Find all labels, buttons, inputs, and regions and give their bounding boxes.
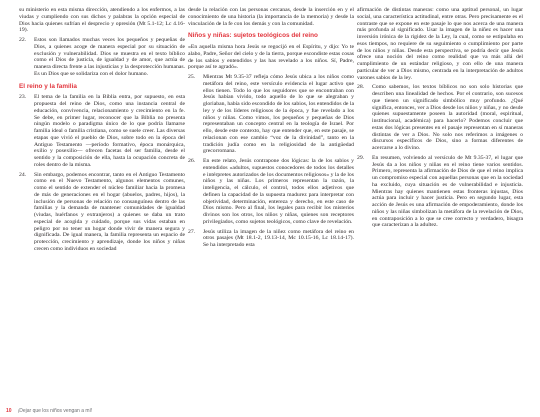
section-heading-reino-familia: El reino y la familia xyxy=(19,82,77,90)
paragraph-number: 27. xyxy=(188,228,196,235)
paragraph-text: Mientras Mt 9.35-37 refleja cómo Jesús ubica a los niños como metáfora del reino, este versículo evidencia el lugar activo que ellos tienen. Todo lo que los seguidores que se encontraban con Jesús habían vivido, todo aquello de lo que se alegraban y gloriaban, había sido escondido de los sabios, los entendidos de la ley y de los líderes religiosos de la época, y fue revelado a los niños y niñas. Como vimos, los pequeños y pequeñas de Dios representaban un concepto central en la teología de Israel. Por ello, desde este contexto, hay que entender que, en este pasaje, se relacionan con ese cambio “voz de la divinidad”, tanto en la tradición judía como en la religiosidad de la antigüedad grecorromana. xyxy=(203,74,354,155)
paragraph-28 xyxy=(357,84,523,152)
paragraph-text: En este relato, Jesús contrapone dos lógicas: la de los sabios y entendidos «adultos, supuestos conocedores de todos los detalles e intérpretes autorizados de los documentos religiosos» y la de los niños y las niñas. Los primeros representan la razón, la inteligencia, el cálculo, el control, todos ellos adjetivos que definen la capacidad de la supuesta madurez para interpretar con objetividad, determinación, entereza y derecho, en este caso de Dios mismo. Pero al final, los legales para recibir los misterios divinos son los otros, los niños y niñas, quienes son receptores privilegiados, como sujetos teológicos, como clave de revelación. xyxy=(203,158,354,225)
paragraph-25 xyxy=(188,74,354,155)
paragraph-24 xyxy=(19,172,185,253)
paragraph-text: Como sabemos, los textos bíblicos no son solo historias que describen una linealidad de hechos. Por el contrario, son sucesos que tienen un significado simbólico muy profundo. ¿Qué significa, entonces, ver a Dios desde los niños y niñas, y no desde quienes supuestamente poseen la autoridad (moral, espiritual, institucional, académica) para hacerlo? Podemos concluir que estas dos lógicas presentes en el pasaje representan en sí maneras distintas de ver a Dios. No solo nos referimos a imágenes o discursos específicos de Dios, sino a formas diferentes de acercarse a lo divino. xyxy=(372,84,523,151)
paragraph-22 xyxy=(19,37,185,78)
paragraph-26 xyxy=(188,158,354,226)
paragraph-27 xyxy=(188,229,354,249)
paragraph-text: Sin embargo, podemos encontrar, tanto en el Antiguo Testamento como en el Nuevo Testamento, algunos elementos comunes, como el sentido de extender el núcleo familiar hacia la promesa de más de generaciones en el hogar (abuelos, padres, hijos), la inclusión de personas de relación no consanguínea dentro de las familias y la demanda de mantener comunidades de igualdad (viudas, huérfanos y extranjeros) a quienes se daba un trato especial de acogida y cuidado, porque sus vidas estaban en peligro por no tener un hogar donde vivir de manera segura y dignificada. De igual manera, la familia representa un espacio de protección, crecimiento y aprendizaje, donde los niños y niñas crecen como individuos en sociedad xyxy=(34,171,185,252)
paragraph-number: 29. xyxy=(357,154,365,161)
column-middle xyxy=(188,7,354,252)
paragraph-text: En resumen, volviendo al versículo de Mt 9.35-37, el lugar que Jesús da a los niños y niñas en el reino tiene varios sentidos. Primero, representa la afirmación de Dios de que el reino implica un compromiso especial con aquellas personas que en la sociedad ha excluido, cuya situación es de vulnerabilidad e injusticia. Mientras hay quienes mantienen estas fronteras injustas, Dios actúa para incluir y hacer justicia. Pero en segundo lugar, esta acción de Jesús es una afirmación de empoderamiento, donde los niños y las niñas simbolizan la metáfora de la revelación de Dios, en contraposición a lo que se cree correcto y verdadero, bisagra que caracterizan a la adultez. xyxy=(372,154,523,229)
column-left xyxy=(19,7,185,256)
paragraph-29 xyxy=(357,155,523,229)
paragraph-27-continued: afirmación de distintas maneras: como una aptitud personal, un lugar social, una característica actitudinal, entre otras. Pero precisamente es el contraste que se expone en este pasaje lo que nos acerca de una manera más profunda al significado. Usar la imagen de la niñez es hacer una inversión irónica de la rigidez de la Ley, la cual, como se estipulaba en esos tiempos, no requiere de su seguimiento o cumplimiento por parte de los niños y niñas. Desde esta perspectiva, se podría decir que Jesús ofrece una noción del reino como realidad que va más allá del cumplimiento de un estándar religioso, y con ello de una manera particular de ver a Dios mismo, centrada en la interpretación de adultos varones sabios de la ley. xyxy=(357,7,523,81)
paragraph-number: 25. xyxy=(188,74,196,80)
paragraph-24-continued: desde la relación con las personas cercanas, desde la inserción en y el conocimiento de una historia (la importancia de la memoria) y desde la vinculación de la fe con los demás y con la comunidad. xyxy=(188,7,354,27)
paragraph-text: Estos son llamados muchas veces los pequeños y pequeñas de Dios, a quienes acoge de manera especial por su situación de exclusión y vulnerabilidad. Dios se muestra en el texto bíblico como el Dios de justicia, de igualdad y de amor, que actúa de manera directa frente a las injusticias y la desprotección humanas. Es un Dios que se solidariza con el dolor humano. xyxy=(34,37,185,77)
paragraph-text: Jesús utiliza la imagen de la niñez como metáfora del reino en otros pasajes (Mt 18.1-2, 19.13-14, Mc 10.15-16, Lc 18.14-17). Se ha interpretado esta xyxy=(203,228,354,248)
book-title: ¡Dejar que los niños vengan a mí! xyxy=(17,408,93,414)
section-heading-sujetos-teologicos: Niños y niñas: sujetos teológicos del reino xyxy=(188,32,318,40)
paragraph-number: 23. xyxy=(19,94,27,101)
paragraph-number: 28. xyxy=(357,84,365,91)
page-footer xyxy=(6,408,92,414)
paragraph-text: El tema de la familia en la Biblia entra, por supuesto, en esta propuesta del reino de Dios, como una instancia central de educación, convivencia, relacionamiento y crecimiento en la fe. Se debe, en primer lugar, reconocer que la Biblia no presenta ningún modelo o paradigma único de lo que podría llamarse familia ideal o familia cristiana, como se suele creer. Las diversas etapas que vivió el pueblo de Dios, sobre todo en la época del Antiguo Testamento —período formativo, época monárquica, exilio y posexilio— ofrecen facetas del ser familia, desde el sentido y la composición de ella, hasta la ocupación concreta de roles dentro de la misma. xyxy=(34,94,185,168)
paragraph-number: 24. xyxy=(19,171,27,178)
scripture-quote: «En aquella misma hora Jesús se regocijó en el Espíritu, y dijo: Yo te alabo, Padre, Señor del cielo y de la tierra, porque escondiste estas cosas de los sabios y entendidos y las has revelado a los niños. Sí, Padre, porque así te agradó». xyxy=(188,44,354,71)
column-right xyxy=(357,7,523,232)
paragraph-21-continued: su ministerio en esta misma dirección, atendiendo a los enfermos, a las viudas y cumpliendo con sus dichos y palabras la opción especial de Dios hacia quienes sufrían el desprecio y opresión (Mt 5.1-12; Lc 4.16-19). xyxy=(19,7,185,34)
paragraph-number: 26. xyxy=(188,158,196,164)
paragraph-23 xyxy=(19,94,185,168)
paragraph-number: 22. xyxy=(19,37,27,43)
page-number: 10 xyxy=(6,408,12,414)
